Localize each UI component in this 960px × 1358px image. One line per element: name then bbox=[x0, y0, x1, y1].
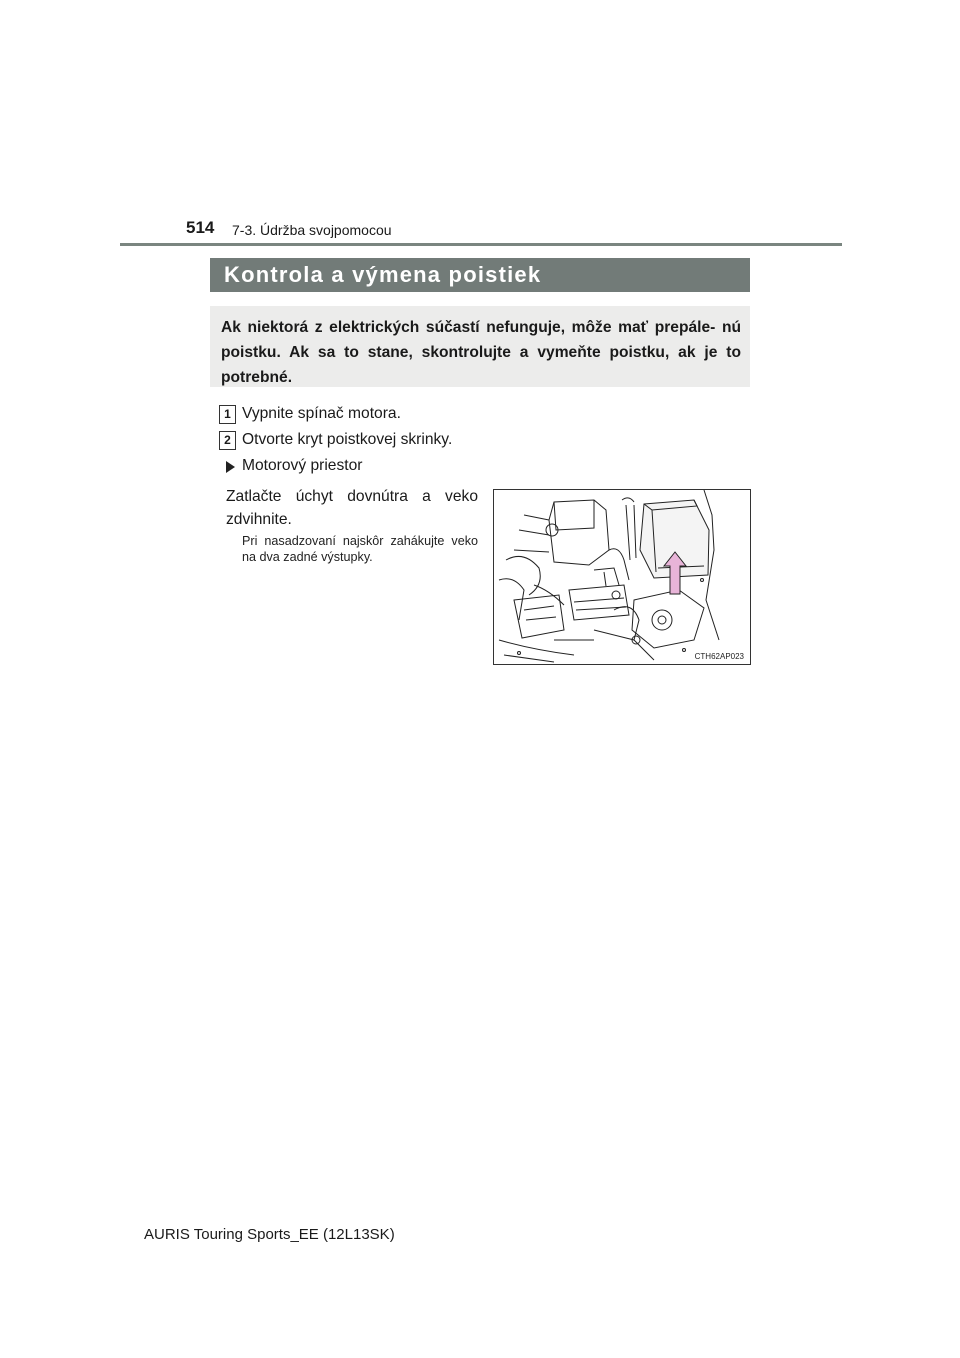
instruction-text: Zatlačte úchyt dovnútra a veko zdvihnite. bbox=[226, 488, 478, 528]
note-text: Pri nasadzovaní najskôr zahákujte veko na dva zadné výstupky. bbox=[242, 534, 478, 564]
intro-box bbox=[210, 306, 750, 387]
step-text-2: Otvorte kryt poistkovej skrinky. bbox=[242, 431, 453, 448]
engine-compartment-illustration bbox=[494, 490, 750, 664]
figure-code: CTH62AP023 bbox=[694, 652, 744, 661]
section-reference: 7-3. Údržba svojpomocou bbox=[232, 222, 392, 238]
step-text-1: Vypnite spínač motora. bbox=[242, 405, 401, 422]
engine-compartment-figure bbox=[493, 489, 751, 665]
header-rule bbox=[120, 243, 842, 246]
triangle-bullet-icon bbox=[226, 461, 235, 473]
section-title-bar bbox=[210, 258, 750, 292]
step-number-1: 1 bbox=[219, 405, 236, 424]
section-title: Kontrola a výmena poistiek bbox=[224, 262, 542, 287]
intro-text: Ak niektorá z elektrických súčastí nefunguje, môže mať prepále- nú poistku. Ak sa to stane, skontrolujte a vymeňte poistku, ak je to potrebné. bbox=[221, 319, 741, 386]
subsection-heading: Motorový priestor bbox=[242, 457, 363, 474]
footer-text: AURIS Touring Sports_EE (12L13SK) bbox=[144, 1226, 395, 1243]
page-number: 514 bbox=[186, 218, 215, 237]
step-number-2: 2 bbox=[219, 431, 236, 450]
